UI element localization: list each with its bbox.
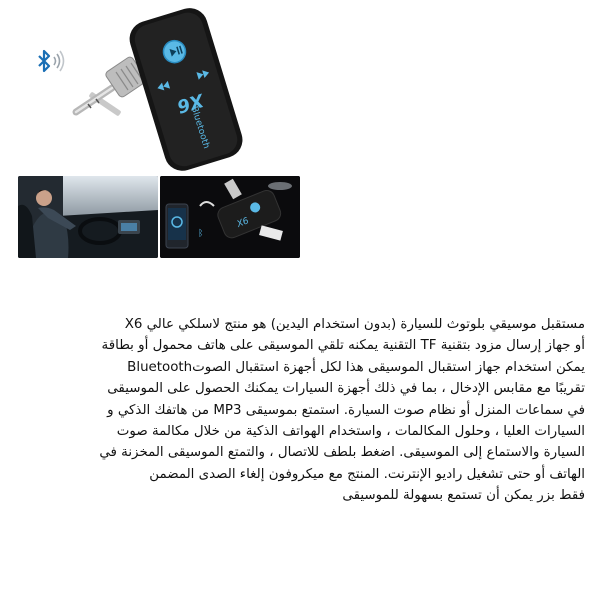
product-description — [20, 314, 585, 507]
description-line: فقط بزر يمكن أن تستمع بسهولة للموسيقى — [342, 488, 585, 504]
description-line: في سماعات المنزل أو نظام صوت السيارة. استمتع بموسيقى MP3 من هاتفك الذكي و — [107, 402, 585, 418]
description-line: مستقبل موسيقي بلوتوث للسيارة (بدون استخدام اليدين) هو منتج لاسلكي عالي X6 — [124, 317, 585, 332]
svg-text:X6: X6 — [235, 216, 251, 230]
device-with-phone-photo — [160, 176, 300, 258]
brand-mark: X6 — [174, 88, 206, 117]
svg-text:ᛒ: ᛒ — [198, 229, 204, 239]
bluetooth-signal-icon — [39, 51, 64, 71]
description-line: السيارة والاستماع إلى الموسيقى. اضغط بلطف للاتصال ، والتمتع الموسيقى المخزنة في — [99, 445, 585, 461]
brand-word: Bluetooth — [188, 105, 211, 150]
car-interior-photo — [18, 176, 158, 258]
description-line: يمكن استخدام جهاز استقبال الموسيقى هذا لكل أجهزة استقبال الصوتBluetooth — [127, 359, 585, 375]
product-photo — [30, 0, 290, 175]
description-line: تقريبًا مع مقابس الإدخال ، بما في ذلك أجهزة السيارات يمكنك الحصول على الموسيقى — [107, 381, 585, 397]
description-line: السيارات العليا ، وحلول المكالمات ، واستخدام الهواتف الذكية من خلال مكالمة صوت — [116, 424, 585, 440]
receiver-body — [125, 4, 247, 175]
description-line: الهاتف أو حتى تشغيل راديو الإنترنت. المنتج مع ميكروفون إلغاء الصدى المضمن — [149, 466, 585, 482]
description-line: أو جهاز إرسال مزود بتقنية TF التقنية يمكنه تلقي الموسيقى على هاتف محمول أو بطاقة — [101, 338, 585, 354]
